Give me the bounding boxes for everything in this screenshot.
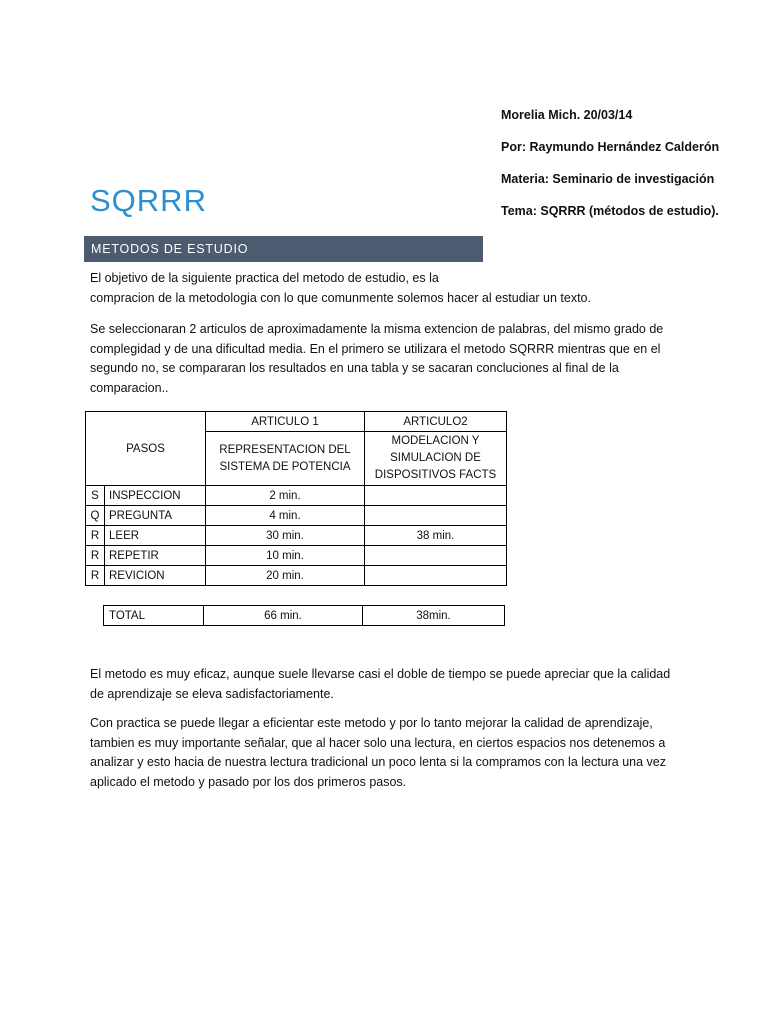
step-letter: R (86, 526, 105, 546)
article2-time: 38 min. (365, 526, 507, 546)
place-date: Morelia Mich. 20/03/14 (501, 108, 633, 122)
article1-time: 4 min. (206, 506, 365, 526)
total-row (104, 606, 505, 626)
step-name: LEER (105, 526, 206, 546)
table-row (86, 566, 507, 586)
section-heading: METODOS DE ESTUDIO (84, 236, 483, 262)
article2-time (365, 566, 507, 586)
step-name: REPETIR (105, 546, 206, 566)
subject: Materia: Seminario de investigación (501, 172, 715, 186)
total-article1: 66 min. (204, 606, 363, 626)
steps-table (85, 411, 507, 586)
intro-line-2: compracion de la metodologia con lo que comunmente solemos hacer al estudiar un texto. (90, 290, 591, 305)
step-name: INSPECCION (105, 486, 206, 506)
article1-time: 20 min. (206, 566, 365, 586)
step-letter: R (86, 546, 105, 566)
pasos-header: PASOS (86, 412, 206, 486)
intro-line-1: El objetivo de la siguiente practica del metodo de estudio, es la (90, 271, 439, 285)
table-row (86, 486, 507, 506)
conclusion-paragraph: El metodo es muy eficaz, aunque suele llevarse casi el doble de tiempo se puede apreciar que la calidad de aprendizaje se eleva sadisfactoriamente. (90, 667, 671, 701)
total-table (103, 605, 505, 626)
article1-time: 2 min. (206, 486, 365, 506)
table-row (86, 506, 507, 526)
table-row (86, 546, 507, 566)
article2-time (365, 506, 507, 526)
article2-time (365, 486, 507, 506)
step-letter: S (86, 486, 105, 506)
step-name: PREGUNTA (105, 506, 206, 526)
topic: Tema: SQRRR (métodos de estudio). (501, 204, 719, 218)
step-name: REVICION (105, 566, 206, 586)
method-paragraph: Se seleccionaran 2 articulos de aproximadamente la misma extencion de palabras, del mismo grado de complegidad y de una dificultad media. En el primero se utilizara el metodo SQRRR mientras que en el segundo no, se compararan los resultados en una tabla y se sacaran concluciones al final de la comparacion.. (90, 322, 664, 395)
author: Por: Raymundo Hernández Calderón (501, 140, 720, 154)
col2-title: MODELACION Y SIMULACION DE DISPOSITIVOS FACTS (365, 432, 507, 486)
step-letter: Q (86, 506, 105, 526)
article2-time (365, 546, 507, 566)
col1-title: REPRESENTACION DEL SISTEMA DE POTENCIA (206, 432, 365, 486)
total-article2: 38min. (363, 606, 505, 626)
col1-header: ARTICULO 1 (206, 412, 365, 432)
article1-time: 30 min. (206, 526, 365, 546)
col2-header: ARTICULO2 (365, 412, 507, 432)
closing-paragraph: Con practica se puede llegar a eficientar este metodo y por lo tanto mejorar la calidad de aprendizaje, tambien es muy importante señalar, que al hacer solo una lectura, en ciertos espacios nos detenemos a analizar y esto hacia de nuestra lectura tradicional un poco lenta si la compramos con la lectura una vez aplicado el metodo y pasado por los dos primeros pasos. (90, 716, 667, 789)
table-row (86, 526, 507, 546)
step-letter: R (86, 566, 105, 586)
document-title: SQRRR (90, 183, 207, 218)
table-header-row (86, 412, 507, 432)
intro-paragraph (90, 269, 690, 308)
article1-time: 10 min. (206, 546, 365, 566)
header-info (501, 106, 719, 234)
total-label: TOTAL (104, 606, 204, 626)
